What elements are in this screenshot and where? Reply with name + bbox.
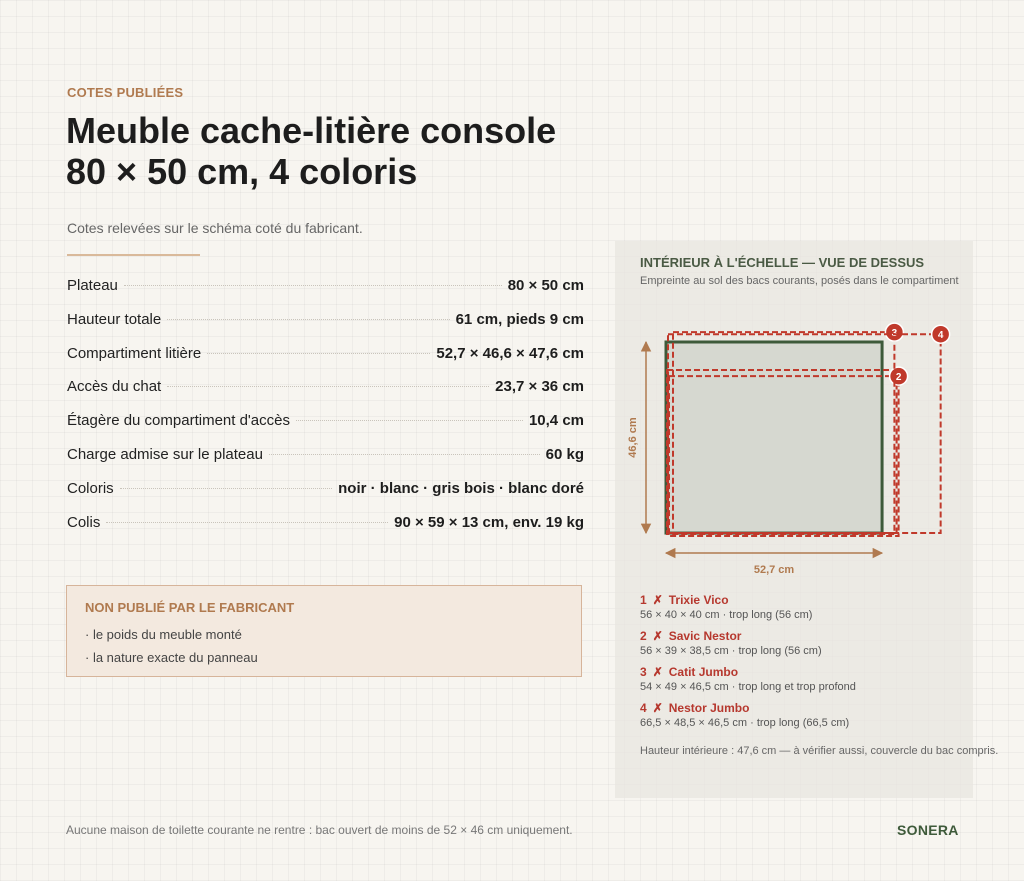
legend-dims: 56 × 40 × 40 cm (640, 609, 720, 621)
legend-name: Nestor Jumbo (668, 701, 750, 715)
legend-verdict: trop long (56 cm) (738, 645, 822, 657)
spec-value: 60 kg (545, 445, 584, 463)
footer-note: Aucune maison de toilette courante ne rentre : bac ouvert de moins de 52 × 46 cm uniquement. (66, 823, 573, 837)
spec-value: 61 cm, pieds 9 cm (455, 310, 584, 328)
eyebrow-label: COTES PUBLIÉES (67, 85, 184, 100)
page-subtitle: Cotes relevées sur le schéma coté du fabricant. (67, 220, 363, 236)
legend-name: Savic Nestor (668, 629, 742, 643)
spec-value: 90 × 59 × 13 cm, env. 19 kg (394, 513, 584, 531)
box-number-label: 4 (937, 330, 944, 342)
spec-value: noir · blanc · gris bois · blanc doré (338, 479, 584, 497)
spec-label: Colis (67, 513, 101, 531)
legend-number: 2 (640, 629, 647, 643)
spec-label: Coloris (67, 479, 114, 497)
brand-logo: SONERA (897, 822, 959, 838)
spec-value: 52,7 × 46,6 × 47,6 cm (436, 344, 584, 362)
legend-item (640, 593, 970, 629)
legend-item (640, 629, 970, 665)
legend-number: 3 (640, 665, 647, 679)
legend-verdict: trop long (56 cm) (729, 609, 813, 621)
legend-details (640, 644, 970, 659)
legend-details (640, 608, 970, 623)
cross-icon: ✗ (652, 593, 663, 607)
legend-item (640, 665, 970, 701)
legend-number: 4 (640, 701, 647, 715)
note-item: · le poids du meuble monté (85, 627, 242, 642)
note-item: · la nature exacte du panneau (85, 650, 258, 665)
legend-verdict: trop long (66,5 cm) (756, 717, 850, 729)
cross-icon: ✗ (652, 629, 663, 643)
legend-dims: 66,5 × 48,5 × 46,5 cm (640, 717, 748, 729)
legend-heading (640, 629, 970, 644)
box-number-label: 2 (895, 372, 902, 384)
legend-heading (640, 665, 970, 680)
spec-label: Charge admise sur le plateau (67, 445, 263, 463)
spec-value: 23,7 × 36 cm (495, 378, 584, 396)
spec-label: Hauteur totale (67, 310, 162, 328)
separator: · (750, 717, 754, 729)
separator: · (731, 681, 736, 693)
legend-name: Catit Jumbo (668, 665, 739, 679)
legend-dims: 54 × 49 × 46,5 cm (640, 681, 729, 693)
legend-heading (640, 701, 970, 716)
legend-dims: 56 × 39 × 38,5 cm (640, 645, 729, 657)
depth-dimension-label: 46,6 cm (627, 417, 639, 458)
separator: · (722, 609, 727, 621)
spec-label: Plateau (67, 277, 118, 294)
note-title: NON PUBLIÉ PAR LE FABRICANT (85, 600, 295, 615)
diagram-footnote: Hauteur intérieure : 47,6 cm — à vérifier aussi, couvercle du bac compris. (640, 745, 999, 757)
legend-item (640, 701, 970, 737)
spec-value: 10,4 cm (528, 412, 584, 430)
spec-value: 80 × 50 cm (507, 277, 584, 294)
spec-label: Compartiment litière (67, 344, 202, 362)
legend-verdict: trop long et trop profond (738, 681, 856, 693)
cross-icon: ✗ (652, 701, 663, 715)
legend-heading (640, 593, 970, 608)
cross-icon: ✗ (652, 665, 663, 679)
box-number-label: 3 (891, 328, 898, 340)
title-line-1: Meuble cache-litière console (66, 110, 557, 151)
separator: · (731, 645, 736, 657)
diagram-title: INTÉRIEUR À L'ÉCHELLE — VUE DE DESSUS (640, 255, 925, 270)
title-line-2: 80 × 50 cm, 4 coloris (66, 151, 418, 192)
legend-number: 1 (640, 593, 647, 607)
legend-name: Trixie Vico (668, 593, 729, 607)
legend-details (640, 716, 970, 731)
diagram-subtitle: Empreinte au sol des bacs courants, posés dans le compartiment (640, 275, 959, 287)
legend-details (640, 680, 970, 695)
width-dimension-label: 52,7 cm (753, 564, 795, 577)
spec-label: Étagère du compartiment d'accès (67, 412, 290, 430)
spec-label: Accès du chat (67, 378, 162, 396)
box-legend (640, 593, 970, 737)
